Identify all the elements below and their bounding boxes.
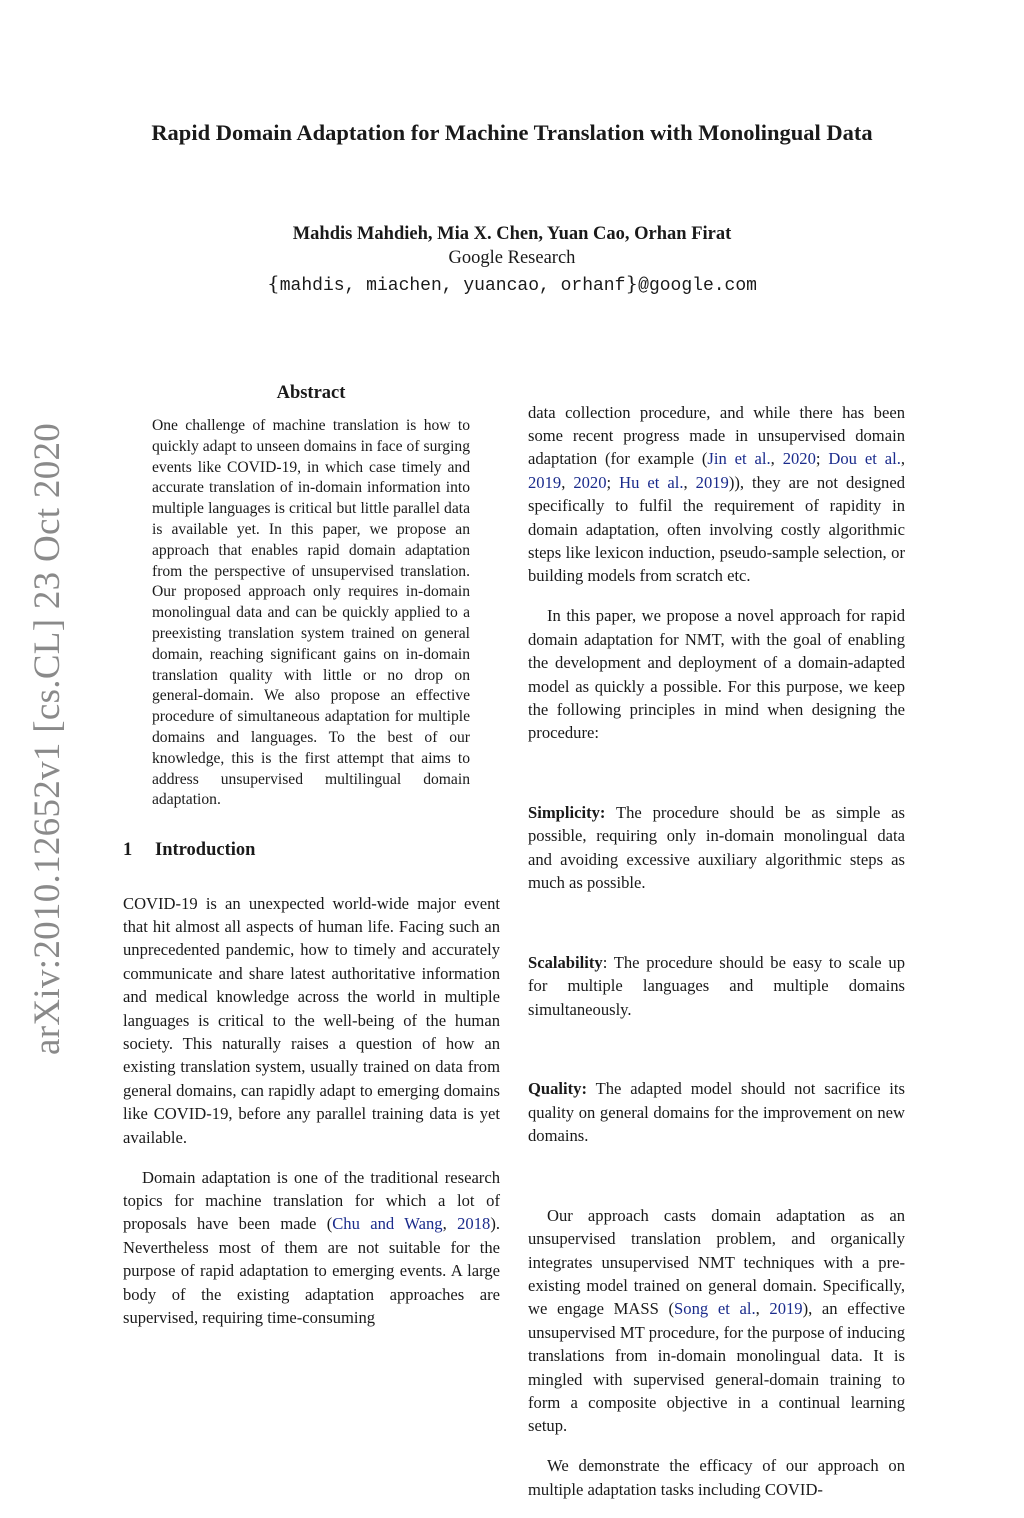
citation-separator: , bbox=[900, 449, 906, 469]
right-p1-text-b: )), they are not designed specifically to fulfil the requirement of rapidity in domain adaptation, often involving costly algorithmic steps like lexicon induction, pseudo-sample selection, or building models from scratch etc. bbox=[528, 472, 906, 586]
principle-label: Simplicity: bbox=[528, 803, 606, 823]
arxiv-sidebar-stamp: arXiv:2010.12652v1 [cs.CL] 23 Oct 2020 bbox=[27, 422, 68, 1055]
principle-quality bbox=[528, 1077, 905, 1147]
email-domain: @google.com bbox=[638, 276, 757, 296]
right-p3-text-b: ), an effective unsupervised MT procedure, for the purpose of inducing translations from in-domain monolingual data. It is mingled with supervised general-domain training to form a composite objective in a continual learning setup. bbox=[528, 1299, 905, 1436]
citation-jin[interactable]: Jin et al. bbox=[707, 449, 771, 469]
principle-label: Quality: bbox=[528, 1079, 588, 1099]
introduction-left-column bbox=[123, 875, 500, 1346]
section-title: Introduction bbox=[155, 840, 256, 860]
citation-hu-year[interactable]: 2019 bbox=[695, 472, 729, 492]
principle-text: The adapted model should not sacrifice its quality on general domains for the improvement on new domains. bbox=[528, 1079, 905, 1146]
citation-chu-wang[interactable]: Chu and Wang bbox=[332, 1214, 443, 1234]
right-paragraph-2: In this paper, we propose a novel approach for rapid domain adaptation for NMT, with the goal of enabling the development and deployment of a domain-adapted model as quickly a possible. For this purpose, we keep the following principles in mind when designing the procedure: bbox=[528, 606, 905, 743]
intro-p2-text-b: ). Nevertheless most of them are not suitable for the purpose of rapid adaptation to emerging events. A large body of the existing adaptation approaches are supervised, requiring time-consuming bbox=[123, 1214, 500, 1328]
citation-chu-wang-year[interactable]: 2018 bbox=[457, 1214, 491, 1234]
citation-dou-year-2[interactable]: 2020 bbox=[573, 472, 607, 492]
spacer bbox=[528, 911, 905, 934]
right-p3-text-a: Our approach casts domain adaptation as an unsupervised translation problem, and organically integrates unsupervised NMT techniques with a pre-existing model trained on general domain. Specifically, we engage MASS ( bbox=[528, 1205, 905, 1319]
citation-separator: , bbox=[770, 449, 783, 469]
right-paragraph-4: We demonstrate the efficacy of our approach on multiple adaptation tasks including COVID- bbox=[528, 1456, 905, 1499]
citation-song-year[interactable]: 2019 bbox=[769, 1299, 803, 1319]
spacer bbox=[528, 761, 905, 784]
email-brace-close: } bbox=[625, 271, 639, 295]
intro-p2-text-a: Domain adaptation is one of the traditional research topics for machine translation for which a lot of proposals have been made ( bbox=[123, 1167, 500, 1234]
author-emails bbox=[120, 271, 904, 298]
abstract-text: One challenge of machine translation is how to quickly adapt to unseen domains in face of surging events like COVID-19, in which case timely and accurate translation of in-domain information into multiple languages is critical but little parallel data is available yet. In this paper, we propose an approach that enables rapid domain adaptation from the perspective of unsupervised translation. Our proposed approach only requires in-domain monolingual data and can be quickly applied to a preexisting translation system trained on general domain, reaching significant gains on in-domain translation quality with little or no drop on general-domain. We also propose an effective procedure of simultaneous adaptation for multiple domains and languages. To the best of our knowledge, this is the first attempt that aims to address unsupervised multilingual domain adaptation. bbox=[152, 417, 470, 809]
email-users: mahdis, miachen, yuancao, orhanf bbox=[279, 276, 626, 296]
citation-jin-year[interactable]: 2020 bbox=[782, 449, 816, 469]
section-number: 1 bbox=[123, 840, 133, 860]
section-heading-introduction bbox=[123, 840, 255, 861]
citation-separator: ; bbox=[815, 449, 829, 469]
abstract-heading: Abstract bbox=[276, 383, 346, 403]
affiliation: Google Research bbox=[448, 248, 576, 268]
right-paragraph-1 bbox=[528, 401, 905, 588]
citation-song[interactable]: Song et al. bbox=[674, 1299, 756, 1319]
principle-simplicity bbox=[528, 801, 905, 895]
intro-paragraph-2 bbox=[123, 1166, 500, 1330]
citation-separator: , bbox=[442, 1214, 458, 1234]
author-list: Mahdis Mahdieh, Mia X. Chen, Yuan Cao, Orhan Firat bbox=[292, 224, 732, 244]
principle-label: Scalability bbox=[528, 952, 603, 972]
principle-text: The procedure should be as simple as possible, requiring only in-domain monolingual data and avoiding excessive auxiliary algorithmic steps as much as possible. bbox=[528, 803, 905, 893]
paper-title: Rapid Domain Adaptation for Machine Translation with Monolingual Data bbox=[151, 120, 873, 145]
right-p1-text-a: data collection procedure, and while there has been some recent progress made in unsupervised domain adaptation (for example ( bbox=[528, 402, 905, 469]
right-paragraph-3 bbox=[528, 1204, 905, 1438]
spacer bbox=[528, 1164, 905, 1187]
citation-dou-year-1[interactable]: 2019 bbox=[528, 472, 562, 492]
citation-separator: ; bbox=[606, 472, 620, 492]
citation-dou[interactable]: Dou et al. bbox=[828, 449, 901, 469]
citation-separator: , bbox=[561, 472, 574, 492]
principle-scalability bbox=[528, 951, 905, 1021]
citation-separator: , bbox=[683, 472, 696, 492]
email-brace-open: { bbox=[267, 271, 280, 295]
spacer bbox=[528, 1038, 905, 1061]
citation-separator: , bbox=[755, 1299, 770, 1319]
right-column bbox=[528, 384, 905, 1518]
intro-paragraph-1: COVID-19 is an unexpected world-wide major event that hit almost all aspects of human life. Facing such an unprecedented pandemic, how to timely and accurately communicate and share latest authoritative information and medical knowledge across the world in multiple languages is critical to the well-being of the human society. This naturally raises a question of how an existing translation system, usually trained on data from general domains, can rapidly adapt to emerging domains like COVID-19, before any parallel training data is yet available. bbox=[123, 893, 500, 1147]
citation-hu[interactable]: Hu et al. bbox=[619, 472, 684, 492]
principle-text: : The procedure should be easy to scale up for multiple languages and multiple domains simultaneously. bbox=[528, 952, 905, 1019]
